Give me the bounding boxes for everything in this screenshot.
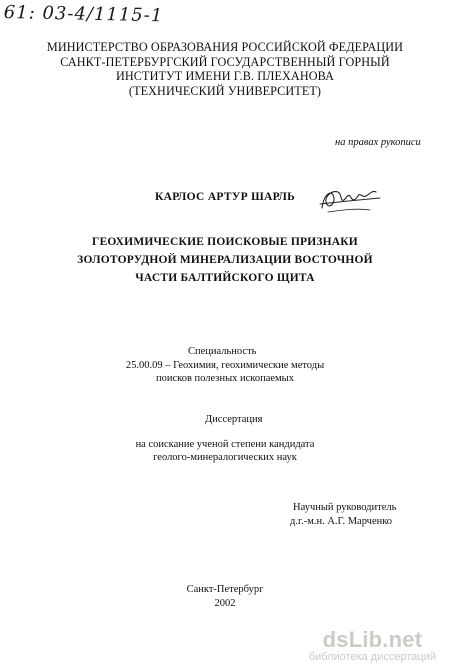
specialty-line-2: поисков полезных ископаемых	[156, 373, 294, 384]
dissertation-title	[0, 233, 450, 287]
handwritten-catalog-code: 61: 03-4/1115-1	[3, 2, 164, 27]
degree-line-2: геолого-минералогических наук	[153, 452, 297, 463]
title-line-1: ГЕОХИМИЧЕСКИЕ ПОИСКОВЫЕ ПРИЗНАКИ	[92, 236, 358, 248]
watermark	[309, 629, 436, 664]
specialty-label: Специальность	[188, 346, 257, 357]
degree-block	[0, 413, 450, 465]
handwritten-signature	[318, 180, 382, 218]
institution-line-2: САНКТ-ПЕТЕРБУРГСКИЙ ГОСУДАРСТВЕННЫЙ ГОРНЫЙ	[60, 54, 390, 69]
specialty-block	[0, 345, 450, 386]
watermark-logo: dsLib.net	[322, 627, 423, 652]
supervisor-role: Научный руководитель	[293, 502, 397, 513]
institution-header	[0, 40, 450, 98]
institution-line-3: ИНСТИТУТ ИМЕНИ Г.В. ПЛЕХАНОВА	[116, 69, 334, 83]
title-line-2: ЗОЛОТОРУДНОЙ МИНЕРАЛИЗАЦИИ ВОСТОЧНОЙ	[77, 254, 373, 266]
author-name: КАРЛОС АРТУР ШАРЛЬ	[154, 191, 296, 203]
title-line-3: ЧАСТИ БАЛТИЙСКОГО ЩИТА	[135, 272, 315, 284]
institution-line-4: (ТЕХНИЧЕСКИЙ УНИВЕРСИТЕТ)	[128, 83, 322, 98]
supervisor-name: д.г.-м.н. А.Г. Марченко	[290, 515, 393, 527]
watermark-tagline: библиотека диссертаций	[308, 651, 436, 663]
year: 2002	[214, 597, 236, 609]
city: Санкт-Петербург	[186, 584, 264, 595]
degree-line-1: на соискание ученой степени кандидата	[135, 438, 315, 450]
specialty-line-1: 25.00.09 – Геохимия, геохимические методы	[125, 359, 325, 371]
dissertation-label: Диссертация	[205, 414, 263, 425]
institution-line-1: МИНИСТЕРСТВО ОБРАЗОВАНИЯ РОССИЙСКОЙ ФЕДЕРАЦИИ	[46, 40, 404, 54]
supervisor-block	[290, 501, 397, 528]
place-and-year	[0, 583, 450, 610]
rights-note: на правах рукописи	[335, 137, 421, 148]
